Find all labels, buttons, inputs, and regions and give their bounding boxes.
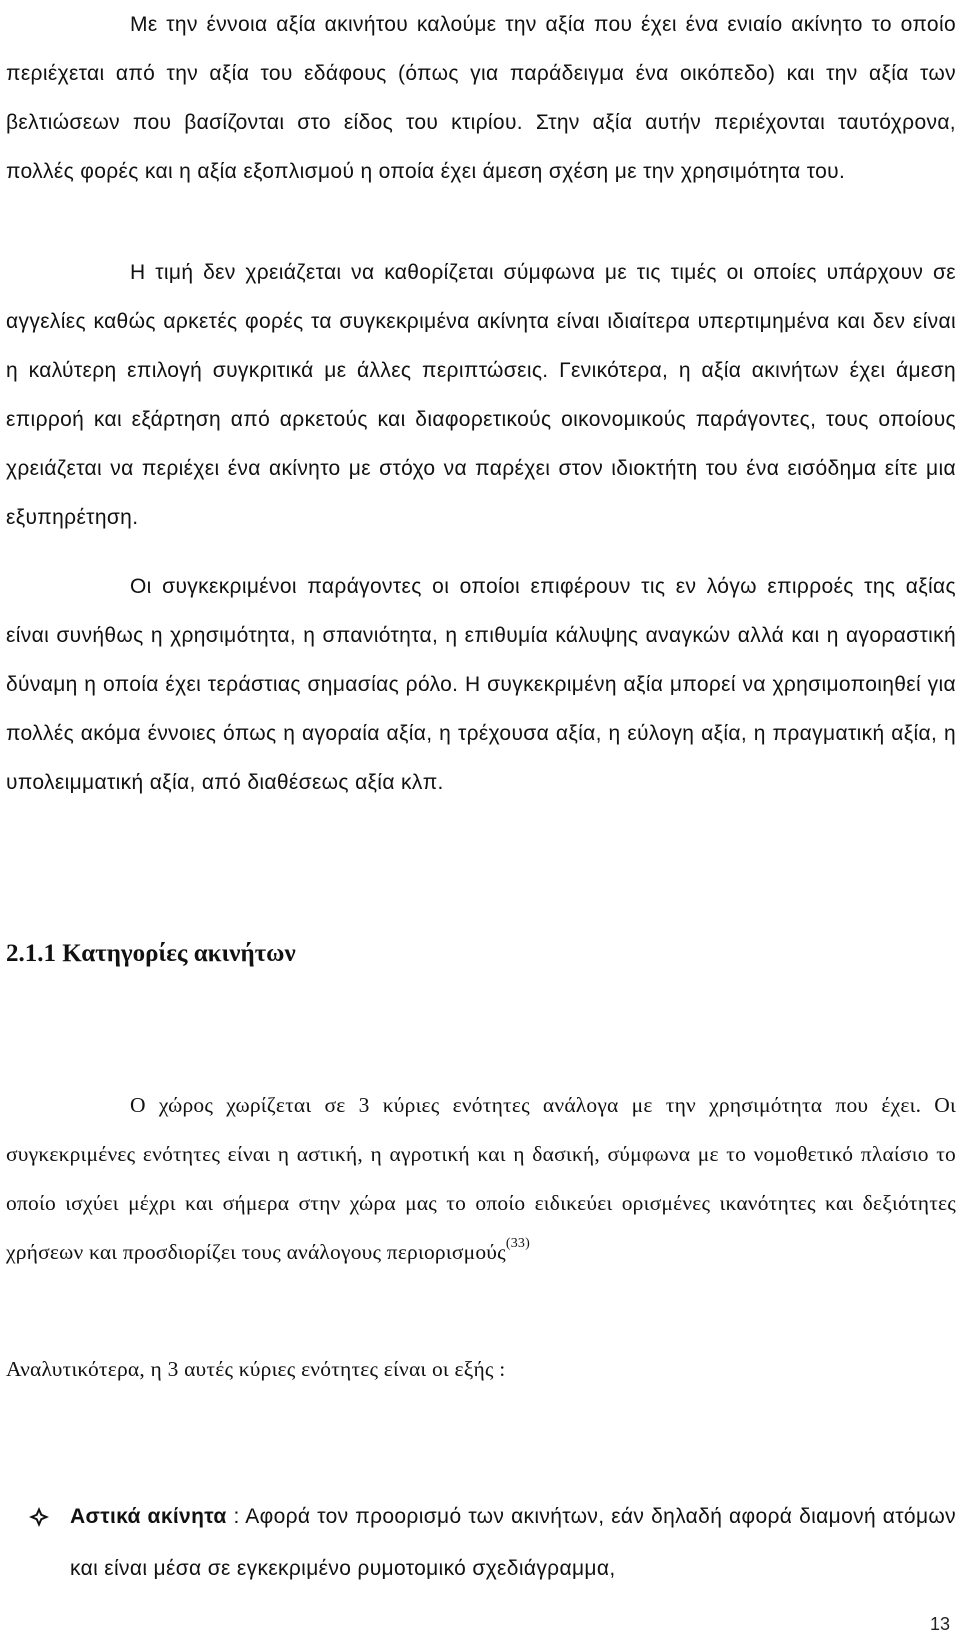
list-item-urban-property [6, 1491, 956, 1595]
paragraph-land-categories-text: Ο χώρος χωρίζεται σε 3 κύριες ενότητες ανάλογα με την χρησιμότητα που έχει. Οι συγκεκριμένες ενότητες είναι η αστική, η αγροτική και η δασική, σύμφωνα με το νομοθετικό πλαίσιο το οποίο ισχύει μέχρι και σήμερα στην χώρα μας το οποίο ειδικεύει ορισμένες ικανότητες και δεξιότητες χρήσεων και προσδιορίζει τους ανάλογους περιορισμούς [6, 1093, 956, 1264]
list-item-term: Αστικά ακίνητα [70, 1505, 227, 1528]
paragraph-intro-list: Αναλυτικότερα, η 3 αυτές κύριες ενότητες είναι οι εξής : [6, 1357, 506, 1381]
paragraph-land-categories [6, 1081, 956, 1277]
paragraph-price-determination: Η τιμή δεν χρειάζεται να καθορίζεται σύμφωνα με τις τιμές οι οποίες υπάρχουν σε αγγελίες καθώς αρκετές φορές τα συγκεκριμένα ακίνητα είναι ιδιαίτερα υπερτιμημένα και δεν είναι η καλύτερη επιλογή συγκριτικά με άλλες περιπτώσεις. Γενικότερα, η αξία ακινήτων έχει άμεση επιρροή και εξάρτηση από αρκετούς και διαφορετικούς οικονομικούς παράγοντες, τους οποίους χρειάζεται να περιέχει ένα ακίνητο με στόχο να παρέχει στον ιδιοκτήτη του ένα εισόδημα είτε μια εξυπηρέτηση. [6, 261, 956, 529]
diamond-bullet-icon [28, 1506, 50, 1528]
section-heading: 2.1.1 Κατηγορίες ακινήτων [6, 940, 296, 967]
footnote-reference: (33) [505, 1236, 530, 1251]
page-number: 13 [929, 1614, 950, 1634]
paragraph-value-factors: Οι συγκεκριμένοι παράγοντες οι οποίοι επιφέρουν τις εν λόγω επιρροές της αξίας είναι συνήθως η χρησιμότητα, η σπανιότητα, η επιθυμία κάλυψης αναγκών αλλά και η αγοραστική δύναμη η οποία έχει τεράστιας σημασίας ρόλο. Η συγκεκριμένη αξία μπορεί να χρησιμοποιηθεί για πολλές ακόμα έννοιες όπως η αγοραία αξία, η τρέχουσα αξία, η εύλογη αξία, η πραγματική αξία, η υπολειμματική αξία, από διαθέσεως αξία κλπ. [6, 575, 956, 794]
list-item-description: : Αφορά τον προορισμό των ακινήτων, εάν δηλαδή αφορά διαμονή ατόμων και είναι μέσα σε εγκεκριμένο ρυμοτομικό σχεδιάγραμμα, [70, 1505, 956, 1580]
list-item-text [70, 1491, 956, 1595]
paragraph-property-value-definition: Με την έννοια αξία ακινήτου καλούμε την αξία που έχει ένα ενιαίο ακίνητο το οποίο περιέχεται από την αξία του εδάφους (όπως για παράδειγμα ένα οικόπεδο) και την αξία των βελτιώσεων που βασίζονται στο είδος του κτιρίου. Στην αξία αυτήν περιέχονται ταυτόχρονα, πολλές φορές και η αξία εξοπλισμού η οποία έχει άμεση σχέση με την χρησιμότητα του. [6, 13, 956, 183]
